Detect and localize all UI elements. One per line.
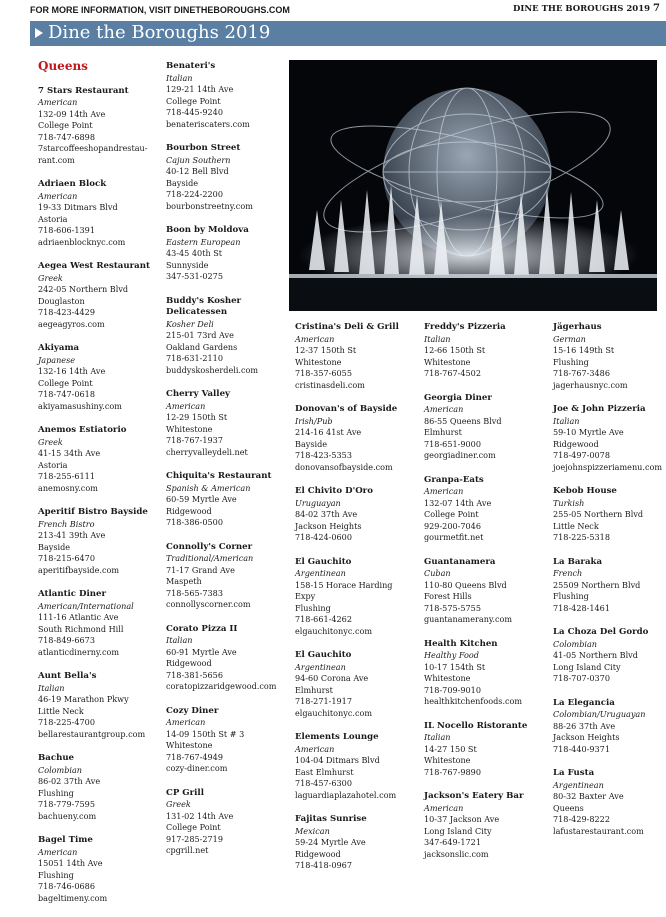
listing-detail: Whitestone [166,423,213,434]
listing-detail: bourbonstreetny.com [166,200,253,211]
restaurant-name: El Gauchito [295,556,352,567]
listing-detail: Bayside [166,177,199,188]
listing-detail: 15-16 149th St [553,345,615,355]
listing-detail: 111-16 Atlantic Ave [38,612,119,622]
listing-detail: 347-649-1721 [424,837,481,847]
cuisine: French Bistro [38,518,95,529]
listing-detail: elgauchitonyc.com [295,625,373,636]
restaurant-name: La Choza Del Gordo [553,627,649,637]
listing-7-stars-restaurant [38,86,163,167]
cuisine: Japanese [38,354,76,365]
cuisine: Argentinean [553,779,604,790]
listing-detail: Expy [295,591,316,601]
listing-detail: cozy-diner.com [166,763,228,773]
cuisine: Italian [553,415,580,426]
restaurant-name: Cozy Diner [166,705,219,716]
listing-akiyama [38,343,163,412]
restaurant-name: Kebob House [553,486,617,496]
restaurant-name: Donovan's of Bayside [295,404,398,414]
listing-boon-by-moldova [166,225,286,283]
cuisine: American [38,97,78,107]
listing-la-baraka [553,557,665,615]
listing-detail: Astoria [38,213,68,224]
publication-name: DINE THE BOROUGHS 2019 [513,4,651,14]
listing-aunt-bella-s [38,671,163,740]
restaurant-name: Jackson's Eatery Bar [424,791,524,801]
listing-detail: lafustarestaurant.com [553,825,644,836]
cuisine: American/International [38,600,134,611]
restaurant-name: Georgia Diner [424,392,492,403]
listing-jackson-s-eatery-bar [424,791,548,860]
listing-detail: 84-02 37th Ave [295,509,358,519]
listing-detail: 718-445-9240 [166,107,223,117]
restaurant-name: Aegea West Restaurant [38,261,150,271]
listing-detail: Jackson Heights [295,520,362,531]
page-number: 7 [653,3,660,14]
listing-detail: 255-05 Northern Blvd [553,509,644,519]
listing-detail: 129-21 14th Ave [166,84,234,94]
listing-granpa-eats [424,475,548,544]
listing-detail: georgiadiner.com [424,450,496,460]
listing-detail: 718-381-5656 [166,669,223,680]
listing-column-2 [166,61,286,870]
restaurant-name: Connolly's Corner [166,541,253,552]
listing-column-4 [424,322,548,873]
listing-detail: Douglaston [38,295,85,306]
restaurant-name: Adriaen Block [38,179,107,189]
listing-detail: buddyskosherdeli.com [166,364,259,375]
listing-detail: jagerhausnyc.com [553,379,628,390]
cuisine: Greek [38,272,63,283]
listing-detail: 12-66 150th St [424,345,486,355]
listing-detail: College Point [166,95,221,106]
listing-detail: Oakland Gardens [166,341,238,352]
cuisine: Italian [424,333,451,344]
listing-detail: 59-10 Myrtle Ave [553,427,624,437]
listing-detail: 718-709-9010 [424,684,481,695]
listing-detail: South Richmond Hill [38,623,124,634]
cuisine: Eastern European [166,236,241,247]
listing-detail: 7starcoffeeshopandrestau- [38,143,148,153]
listing-detail: 718-651-9000 [424,438,481,449]
listing-detail: 718-424-0600 [295,532,352,542]
listing-detail: 25509 Northern Blvd [553,579,641,590]
listing-detail: Bayside [295,438,328,449]
listing-detail: connollyscorner.com [166,599,251,609]
listing-bourbon-street [166,143,286,212]
listing-detail: jacksonslic.com [424,848,489,859]
listing-detail: College Point [424,509,479,519]
listing-detail: 718-457-6300 [295,778,352,788]
listing-detail: 12-37 150th St [295,345,357,355]
listing-el-chivito-d-oro [295,486,419,544]
unisphere-photo [289,60,657,311]
listing-detail: Astoria [38,459,68,470]
listing-cherry-valley [166,389,286,458]
listing-detail: 213-41 39th Ave [38,530,106,540]
listing-detail: 12-29 150th St [166,412,228,422]
listing-detail: 46-19 Marathon Pkwy [38,694,129,704]
listing-detail: 60-59 Myrtle Ave [166,494,237,504]
cuisine: Greek [166,799,191,809]
listing-detail: aegeagyros.com [38,318,105,329]
listing-detail: laguardiaplazahotel.com [295,789,397,800]
listing-bachue [38,753,163,822]
listing-detail: 10-17 154th St [424,661,486,672]
restaurant-name: El Chivito D'Oro [295,486,373,496]
listing-detail: Flushing [295,602,331,613]
cuisine: Italian [166,72,193,83]
listing-detail: bellarestaurantgroup.com [38,728,146,739]
listing-detail: 14-27 150 St [424,743,477,754]
listing-detail: 71-17 Grand Ave [166,564,235,575]
listing-detail: bachueny.com [38,810,97,821]
listing-detail: 718-224-2200 [166,189,223,199]
cuisine: Traditional/American [166,553,254,563]
restaurant-name: Jägerhaus [553,322,602,332]
restaurant-name: Buddy's Kosher Delicatessen [166,295,242,317]
listing-il-nocello-ristorante [424,721,548,779]
restaurant-name: CP Grill [166,787,204,798]
listing-detail: Ridgewood [295,848,341,859]
listing-detail: akiyamasushiny.com [38,400,122,411]
listing-detail: 718-767-1937 [166,435,223,445]
listing-health-kitchen [424,639,548,708]
listing-detail: 86-55 Queens Blvd [424,415,502,426]
cuisine: American [38,190,78,201]
listing-detail: 718-428-1461 [553,602,610,613]
listing-detail: College Point [166,822,221,832]
restaurant-name: Boon by Moldova [166,225,249,235]
listing-detail: 40-12 Bell Blvd [166,166,229,176]
listing-detail: 718-707-0370 [553,673,610,683]
listing-detail: aperitifbayside.com [38,564,120,575]
cuisine: Irish/Pub [295,415,333,426]
listing-detail: anemosny.com [38,482,98,493]
cuisine: Cajun Southern [166,154,231,165]
listing-detail: 718-767-3486 [553,368,610,378]
listing-detail: cpgrill.net [166,845,209,855]
listing-guantanamera [424,557,548,626]
listing-detail: 718-747-0618 [38,389,95,399]
listing-detail: 214-16 41st Ave [295,427,362,437]
listing-detail: Long Island City [424,825,492,836]
cuisine: Greek [38,436,63,447]
listing-detail: 718-423-4429 [38,307,95,317]
listing-detail: Flushing [553,356,589,367]
listing-cp-grill [166,788,286,857]
listing-detail: 19-33 Ditmars Blvd [38,202,118,212]
listing-detail: Whitestone [424,755,471,765]
listing-detail: Bayside [38,541,71,552]
listing-column-1 [38,61,163,917]
cuisine: Italian [38,682,65,693]
listing-detail: 132-07 14th Ave [424,497,492,508]
listing-detail: Maspeth [166,576,202,586]
listing-adriaen-block [38,179,163,248]
listing-detail: 10-37 Jackson Ave [424,814,500,824]
listing-detail: College Point [38,120,93,130]
listing-detail: donovansofbayside.com [295,461,393,472]
listing-detail: 60-91 Myrtle Ave [166,646,237,657]
restaurant-name: Guantanamera [424,556,496,567]
restaurant-name: Aperitif Bistro Bayside [38,507,148,517]
restaurant-name: Cherry Valley [166,389,231,399]
listing-elements-lounge [295,732,419,801]
cuisine: Healthy Food [424,650,479,660]
restaurant-name: Atlantic Diner [38,589,106,599]
listing-bagel-time [38,835,163,904]
cuisine: German [553,333,586,344]
listing-j-gerhaus [553,322,665,391]
listing-detail: joejohnspizzeriamenu.com [553,461,663,472]
listing-detail: 718-255-6111 [38,471,95,481]
cuisine: American [295,743,335,754]
listing-detail: 718-418-0967 [295,860,352,870]
listing-detail: 718-661-4262 [295,614,352,624]
cuisine: American [38,846,78,857]
listing-la-choza-del-gordo [553,627,665,685]
listing-detail: 718-767-4949 [166,751,223,762]
restaurant-name: Corato Pizza II [166,623,238,634]
listing-detail: 718-779-7595 [38,799,95,809]
listing-connolly-s-corner [166,542,286,611]
listing-detail: cherryvalleydeli.net [166,446,248,457]
cuisine: French [553,568,583,578]
restaurant-name: La Fusta [553,768,595,778]
listing-detail: 132-16 14th Ave [38,366,106,376]
listing-detail: gourmetfit.net [424,532,484,542]
title-banner [30,21,666,46]
listing-detail: 718-225-4700 [38,717,95,727]
cuisine: Kosher Deli [166,318,214,329]
listing-chiquita-s-restaurant [166,471,286,529]
listing-detail: Long Island City [553,661,621,672]
cuisine: Italian [166,635,193,645]
listing-buddy-s-kosher-delicatessen [166,296,286,377]
restaurant-name: Benateri's [166,61,216,71]
listing-detail: Sunnyside [166,259,209,270]
listing-detail: East Elmhurst [295,766,354,777]
listing-la-fusta [553,768,665,837]
listing-detail: Little Neck [38,705,84,716]
restaurant-name: Bagel Time [38,835,93,845]
listing-aperitif-bistro-bayside [38,507,163,576]
cuisine: Colombian/Uruguayan [553,709,646,719]
cuisine: Argentinean [295,661,346,672]
restaurant-name: Cristina's Deli & Grill [295,322,399,332]
listing-detail: 132-09 14th Ave [38,108,106,119]
listing-detail: 86-02 37th Ave [38,776,101,786]
listing-detail: coratopizzaridgewood.com [166,681,277,691]
listing-column-3 [295,322,419,885]
listing-detail: Ridgewood [553,438,599,449]
cuisine: Spanish & American [166,482,251,493]
listing-detail: 718-215-6470 [38,553,95,563]
listing-detail: rant.com [38,154,75,165]
restaurant-name: Chiquita's Restaurant [166,471,272,481]
listing-detail: 14-09 150th St # 3 [166,728,245,739]
restaurant-name: Granpa-Eats [424,474,484,485]
listing-detail: 718-429-8222 [553,814,610,824]
listing-detail: Whitestone [295,356,342,367]
listing-benateri-s [166,61,286,130]
listing-detail: elgauchitonyc.com [295,707,373,718]
listing-detail: Little Neck [553,520,599,531]
listing-freddy-s-pizzeria [424,322,548,380]
listing-detail: 43-45 40th St [166,248,223,258]
listing-detail: adriaenblocknyc.com [38,236,126,247]
listing-georgia-diner [424,393,548,462]
listing-detail: 718-606-1391 [38,225,95,235]
listing-detail: 110-80 Queens Blvd [424,579,507,590]
listing-detail: College Point [38,377,93,388]
cuisine: Turkish [553,497,585,508]
listing-cristina-s-deli-grill [295,322,419,391]
listing-detail: 718-767-9890 [424,766,481,777]
listing-detail: Flushing [38,787,74,798]
listing-detail: 242-05 Northern Blvd [38,284,129,294]
listing-detail: 41-15 34th Ave [38,448,101,458]
listing-detail: 347-531-0275 [166,271,223,281]
listing-corato-pizza-ii [166,624,286,693]
cuisine: Colombian [38,764,83,775]
listing-detail: 718-767-4502 [424,368,481,378]
listing-detail: 88-26 37th Ave [553,720,616,731]
listing-detail: 131-02 14th Ave [166,810,234,821]
listing-detail: 718-631-2110 [166,353,223,363]
listing-detail: 718-747-6898 [38,131,95,142]
restaurant-name: El Gauchito [295,650,352,660]
listing-detail: 718-423-5353 [295,450,352,460]
cuisine: Cuban [424,568,451,578]
listing-detail: Whitestone [424,356,471,367]
listing-joe-john-pizzeria [553,404,665,473]
listing-detail: Flushing [553,591,589,601]
listing-aegea-west-restaurant [38,261,163,330]
listing-detail: 917-285-2719 [166,833,223,844]
cuisine: American [166,717,206,727]
page-header [30,3,660,17]
listing-detail: Forest Hills [424,591,472,601]
listing-detail: 80-32 Baxter Ave [553,791,624,801]
listing-detail: 15051 14th Ave [38,858,103,868]
restaurant-name: Anemos Estiatorio [38,425,127,435]
listing-detail: Whitestone [424,673,471,683]
restaurant-name: Freddy's Pizzeria [424,322,506,332]
listing-detail: 215-01 73rd Ave [166,330,234,340]
listing-el-gauchito [295,557,419,638]
listing-detail: guantanamerany.com [424,614,513,624]
listing-detail: 718-271-1917 [295,696,352,706]
restaurant-name: Bourbon Street [166,143,241,153]
listing-detail: healthkitchenfoods.com [424,696,523,706]
cuisine: Italian [424,732,451,742]
listing-detail: 718-440-9371 [553,743,610,754]
cuisine: Colombian [553,638,598,649]
listing-detail: 718-386-0500 [166,517,223,527]
listing-detail: 718-225-5318 [553,532,610,542]
listing-detail: 41-05 Northern Blvd [553,650,638,660]
listing-detail: Jackson Heights [553,732,620,742]
listing-detail: 104-04 Ditmars Blvd [295,755,380,765]
restaurant-name: Aunt Bella's [38,671,97,681]
cuisine: Uruguayan [295,497,341,508]
banner-title: Dine the Boroughs 2019 [48,22,271,43]
restaurant-name: Joe & John Pizzeria [553,404,646,414]
listing-detail: 718-357-6055 [295,368,352,378]
restaurant-name: Health Kitchen [424,638,498,649]
listing-kebob-house [553,486,665,544]
listing-detail: Queens [553,802,584,813]
listing-anemos-estiatorio [38,425,163,494]
listing-detail: Ridgewood [166,658,212,668]
listing-column-5 [553,322,665,850]
info-line: FOR MORE INFORMATION, VISIT DINETHEBOROUGHS.COM [30,5,290,15]
listing-fajitas-sunrise [295,814,419,872]
listing-cozy-diner [166,706,286,775]
listing-detail: cristinasdeli.com [295,379,365,390]
cuisine: American [166,400,206,411]
listing-detail: 718-575-5755 [424,602,481,613]
cuisine: American [424,802,464,813]
listing-atlantic-diner [38,589,163,658]
restaurant-name: Elements Lounge [295,732,379,742]
cuisine: American [424,404,464,414]
listing-el-gauchito [295,650,419,719]
restaurant-name: La Baraka [553,556,603,567]
listing-detail: 59-24 Myrtle Ave [295,837,366,847]
page-folio [513,3,660,14]
listing-detail: Whitestone [166,740,213,750]
listing-donovan-s-of-bayside [295,404,419,473]
listing-detail: 718-849-6673 [38,635,95,645]
listing-detail: 718-746-0686 [38,881,95,891]
restaurant-name: IL Nocello Ristorante [424,720,528,731]
listing-detail: atlanticdinerny.com [38,646,120,657]
restaurant-name: Akiyama [38,343,80,353]
restaurant-name: La Elegancia [553,697,615,708]
listing-detail: benateriscaters.com [166,118,250,129]
listing-detail: 94-60 Corona Ave [295,673,369,683]
restaurant-name: Fajitas Sunrise [295,814,367,824]
listing-detail: 929-200-7046 [424,520,481,531]
listing-detail: Elmhurst [295,684,333,695]
restaurant-name: 7 Stars Restaurant [38,85,129,96]
cuisine: Mexican [295,825,330,836]
listing-detail: 158-15 Horace Harding [295,579,393,590]
cuisine: American [295,333,335,344]
listing-la-elegancia [553,698,665,756]
restaurant-name: Bachue [38,753,75,763]
listing-detail: Ridgewood [166,505,212,516]
section-heading: Queens [38,59,88,73]
cuisine: American [424,486,464,496]
triangle-icon [35,28,43,38]
cuisine: Argentinean [295,568,346,578]
listing-detail: Elmhurst [424,427,462,437]
listing-detail: 718-565-7383 [166,587,223,598]
listing-detail: Flushing [38,869,74,880]
listing-detail: 718-497-0078 [553,450,610,460]
listing-detail: bageltimeny.com [38,892,108,903]
